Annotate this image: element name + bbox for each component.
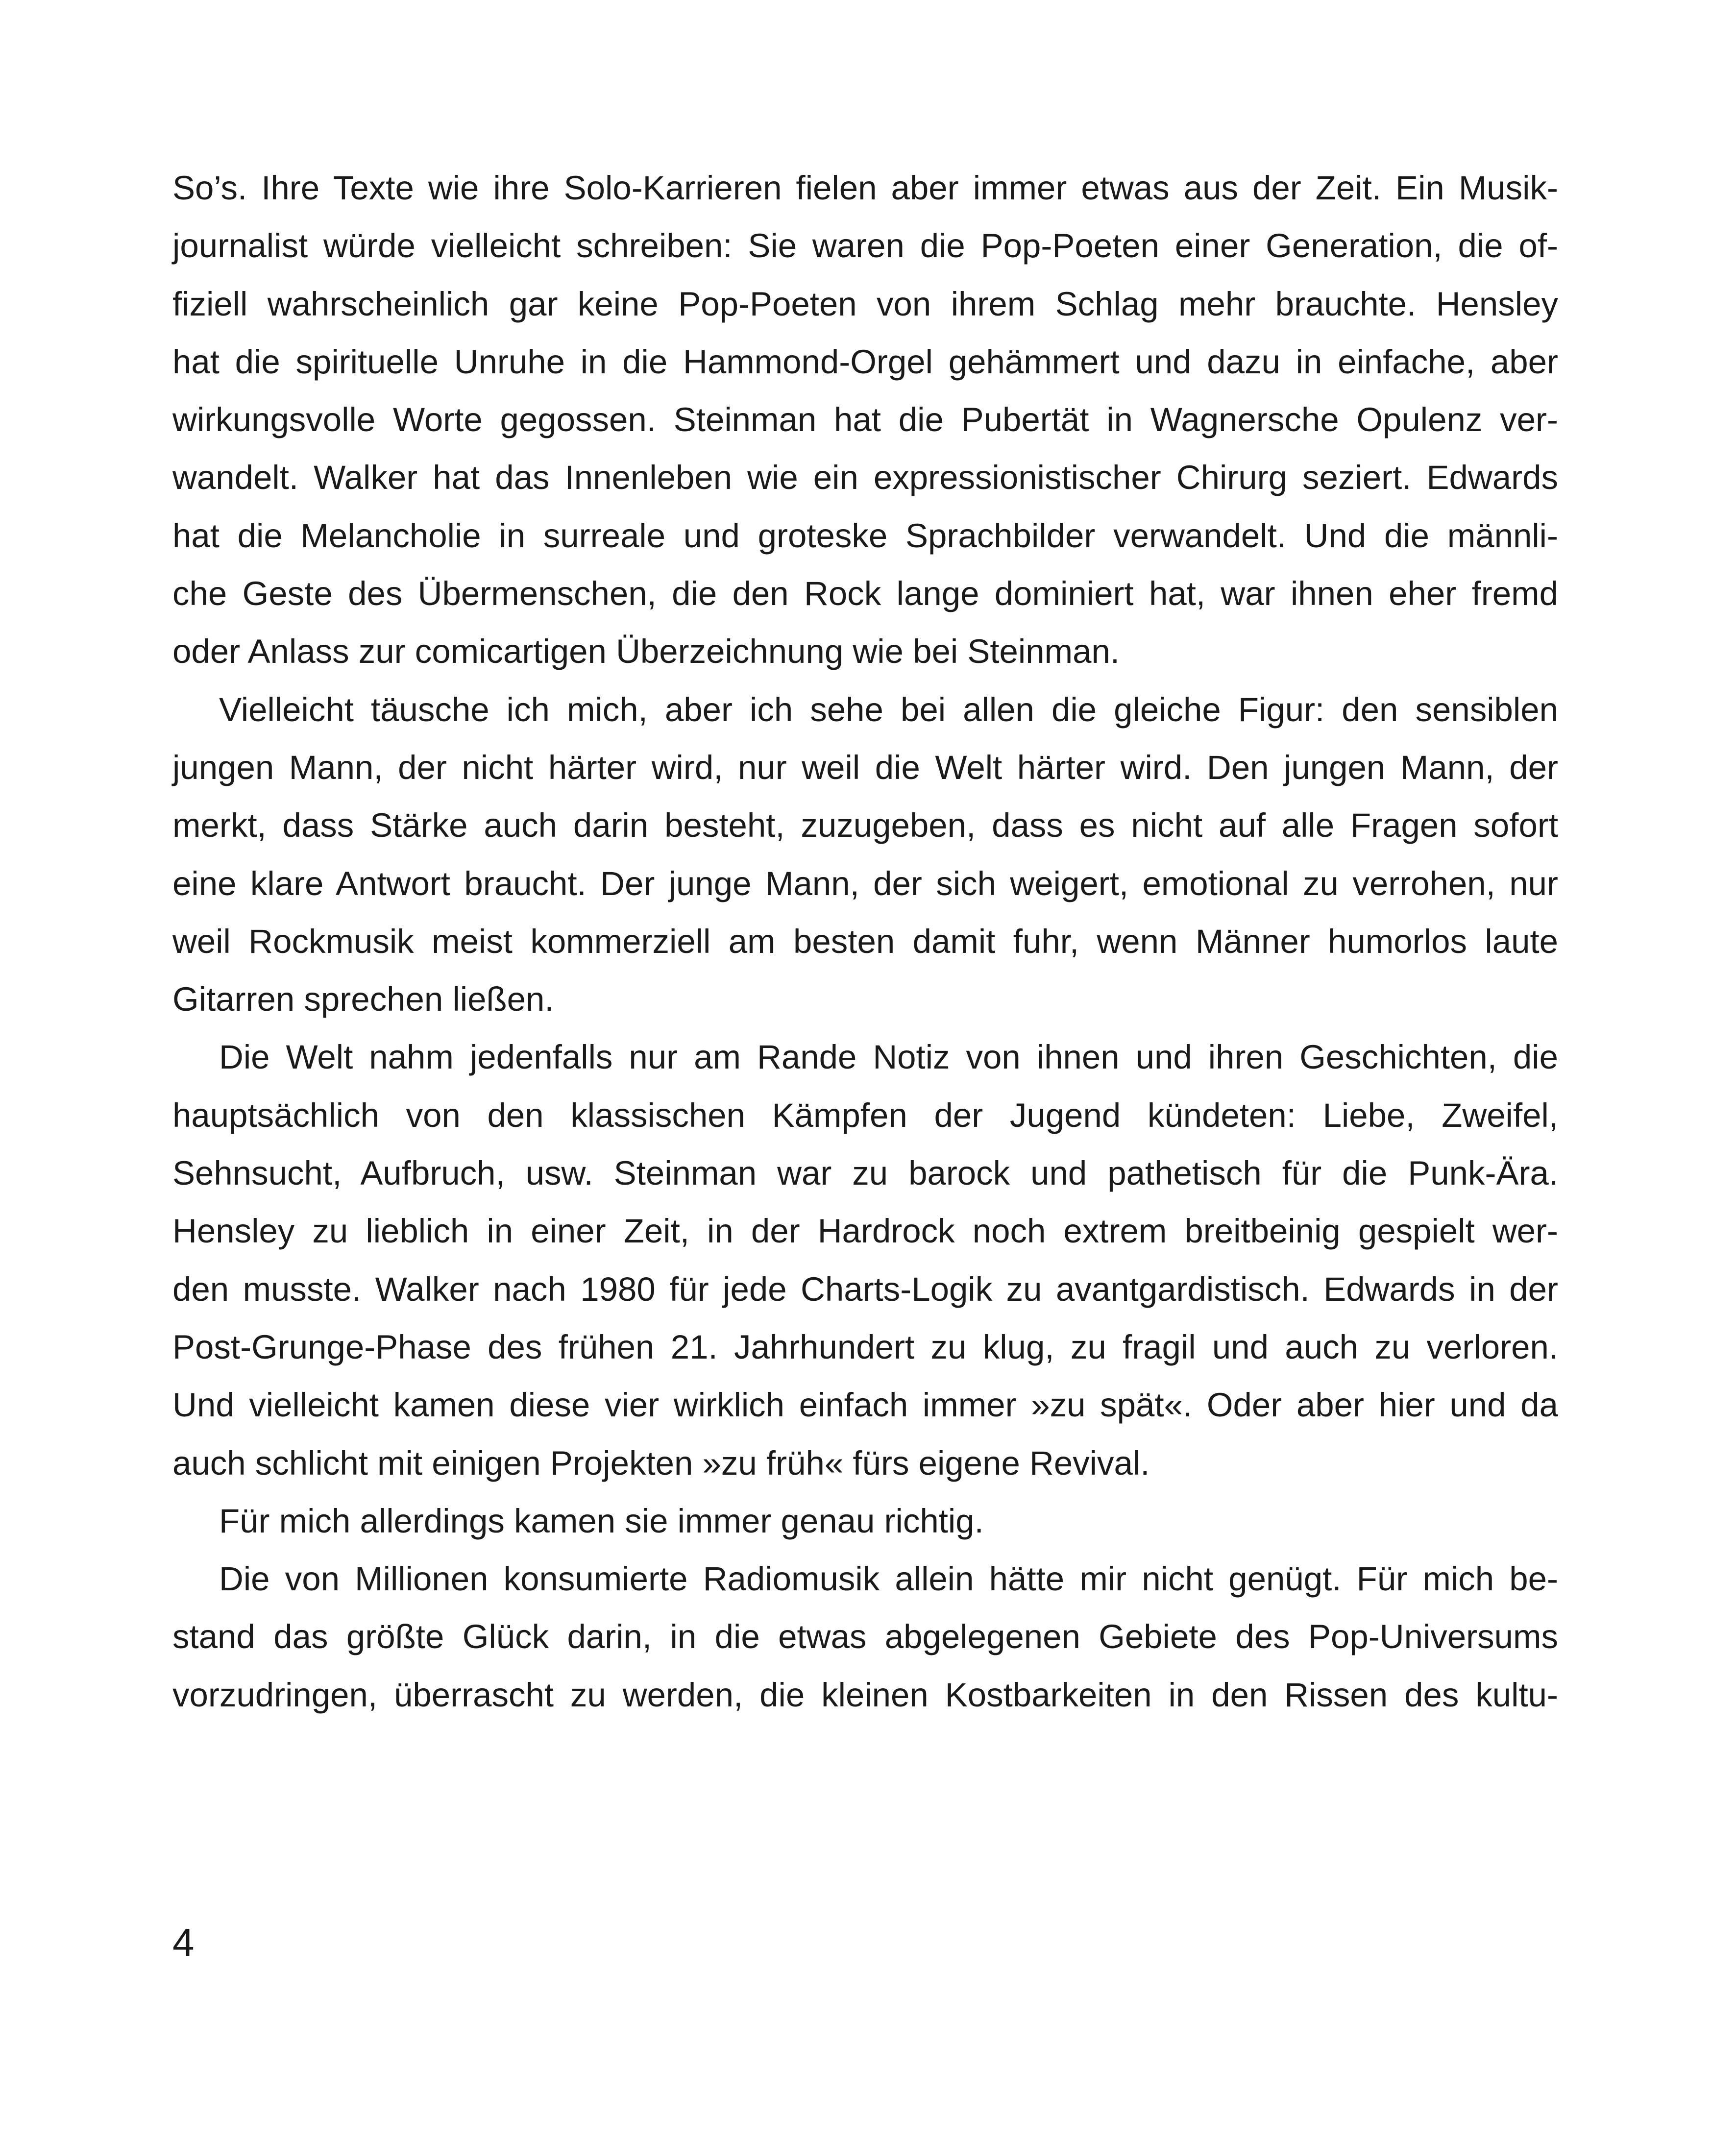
text-line: Die Welt nahm jedenfalls nur am Rande Notiz von ihnen und ihren Geschichten, die (219, 1038, 1558, 1076)
text-line: journalist würde vielleicht schreiben: Sie waren die Pop-Poeten einer Generation, die of- (172, 227, 1558, 265)
text-line: merkt, dass Stärke auch darin besteht, zuzugeben, dass es nicht auf alle Fragen sofort (172, 806, 1558, 845)
text-line: wandelt. Walker hat das Innenleben wie ein expressionistischer Chirurg seziert. Edwards (172, 459, 1558, 497)
text-line: den musste. Walker nach 1980 für jede Charts-Logik zu avantgardistisch. Edwards in der (172, 1270, 1558, 1308)
text-line: hauptsächlich von den klassischen Kämpfen der Jugend kündeten: Liebe, Zweifel, (172, 1096, 1558, 1134)
text-line: hat die Melancholie in surreale und groteske Sprachbilder verwandelt. Und die männli- (172, 516, 1558, 555)
text-line: Vielleicht täusche ich mich, aber ich sehe bei allen die gleiche Figur: den sensiblen (219, 690, 1558, 729)
text-line: auch schlicht mit einigen Projekten »zu früh« fürs eigene Revival. (172, 1444, 1150, 1482)
text-line: hat die spirituelle Unruhe in die Hammond-Orgel gehämmert und dazu in einfache, aber (172, 342, 1558, 381)
text-line: So’s. Ihre Texte wie ihre Solo-Karrieren fielen aber immer etwas aus der Zeit. Ein Musik- (172, 169, 1558, 207)
text-line: stand das größte Glück darin, in die etwas abgelegenen Gebiete des Pop-Universums (172, 1618, 1558, 1656)
text-line: Für mich allerdings kamen sie immer genau richtig. (219, 1502, 984, 1540)
page-number: 4 (172, 1921, 195, 1964)
text-line: Post-Grunge-Phase des frühen 21. Jahrhundert zu klug, zu fragil und auch zu verloren. (172, 1328, 1558, 1366)
body-text (172, 159, 1558, 1724)
text-line: Sehnsucht, Aufbruch, usw. Steinman war zu barock und pathetisch für die Punk-Ära. (172, 1154, 1558, 1192)
text-line: wirkungsvolle Worte gegossen. Steinman hat die Pubertät in Wagnersche Opulenz ver- (172, 401, 1558, 439)
text-line: Hensley zu lieblich in einer Zeit, in der Hardrock noch extrem breitbeinig gespielt wer- (172, 1212, 1558, 1250)
text-line: che Geste des Übermenschen, die den Rock lange dominiert hat, war ihnen eher fremd (172, 575, 1558, 613)
text-line: vorzudringen, überrascht zu werden, die kleinen Kostbarkeiten in den Rissen des kultu- (172, 1676, 1558, 1714)
text-line: Und vielleicht kamen diese vier wirklich einfach immer »zu spät«. Oder aber hier und da (172, 1386, 1558, 1424)
text-line: eine klare Antwort braucht. Der junge Mann, der sich weigert, emotional zu verrohen, nur (172, 864, 1558, 902)
text-line: oder Anlass zur comicartigen Überzeichnung wie bei Steinman. (172, 633, 1120, 671)
text-line: jungen Mann, der nicht härter wird, nur weil die Welt härter wird. Den jungen Mann, der (172, 748, 1558, 786)
text-line: Die von Millionen konsumierte Radiomusik allein hätte mir nicht genügt. Für mich be- (219, 1560, 1558, 1598)
text-line: fiziell wahrscheinlich gar keine Pop-Poeten von ihrem Schlag mehr brauchte. Hensley (172, 285, 1558, 323)
text-line: weil Rockmusik meist kommerziell am besten damit fuhr, wenn Männer humorlos laute (172, 922, 1558, 960)
text-line: Gitarren sprechen ließen. (172, 980, 554, 1019)
